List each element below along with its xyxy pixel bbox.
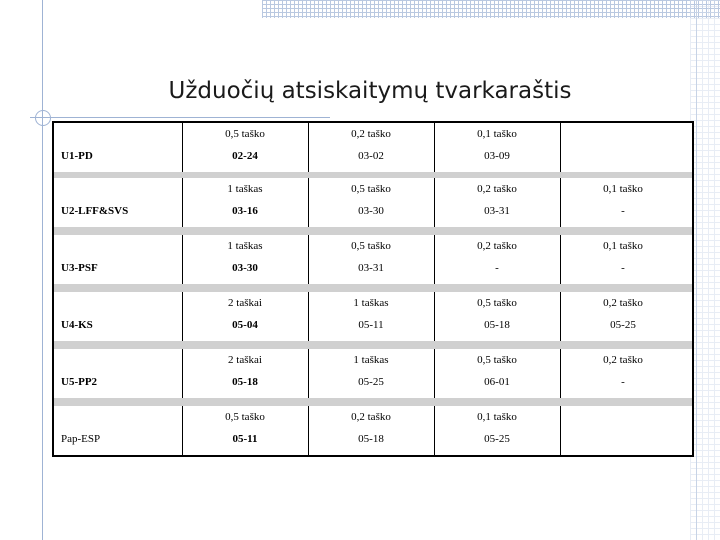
date-cell: - [621,205,625,217]
points-cell: 2 taškai [228,297,262,309]
points-cell: 0,1 taško [603,240,643,252]
points-cell: 0,5 taško [225,128,265,140]
decorative-grid-top [262,0,720,18]
date-cell: 05-25 [484,433,510,445]
points-cell: 0,2 taško [477,183,517,195]
values-area [182,349,692,398]
date-cell: 05-11 [232,433,258,445]
values-area [182,235,692,284]
points-cell: 0,1 taško [477,411,517,423]
points-cell: 1 taškas [353,354,389,366]
label-column [54,123,183,172]
points-cell: 0,2 taško [603,354,643,366]
schedule-section [54,123,692,172]
date-cell: 03-09 [484,150,510,162]
decorative-horizontal-line [30,117,330,118]
column-separator [560,123,561,172]
decorative-vertical-line-right [696,0,697,540]
date-cell: - [621,376,625,388]
schedule-table [52,121,694,457]
values-area [182,292,692,341]
date-cell: 05-11 [358,319,384,331]
label-column [54,349,183,398]
date-cell: - [621,262,625,274]
points-cell: 1 taškas [227,183,263,195]
points-cell: 1 taškas [227,240,263,252]
points-cell: 0,5 taško [477,354,517,366]
values-area [182,178,692,227]
points-cell: 1 taškas [353,297,389,309]
values-area [182,406,692,455]
label-column [54,178,183,227]
date-cell: 06-01 [484,376,510,388]
decorative-grid-right [690,0,720,540]
date-cell: 05-25 [358,376,384,388]
task-label: U5-PP2 [61,376,98,388]
section-separator [54,227,692,235]
schedule-section [54,235,692,284]
date-cell: 05-18 [484,319,510,331]
points-cell: 0,5 taško [225,411,265,423]
points-cell: 0,1 taško [477,128,517,140]
decorative-vertical-line [42,0,43,540]
section-separator [54,398,692,406]
date-cell: 05-18 [358,433,384,445]
date-cell: - [495,262,499,274]
schedule-section [54,406,692,455]
schedule-section [54,292,692,341]
points-cell: 0,2 taško [351,128,391,140]
task-label: U2-LFF&SVS [61,205,129,217]
points-cell: 2 taškai [228,354,262,366]
date-cell: 03-30 [358,205,384,217]
task-label: U3-PSF [61,262,98,274]
date-cell: 02-24 [232,150,258,162]
page-title: Užduočių atsiskaitymų tvarkaraštis [168,78,572,104]
points-cell: 0,2 taško [477,240,517,252]
date-cell: 03-31 [358,262,384,274]
date-cell: 03-30 [232,262,258,274]
column-separator [560,406,561,455]
date-cell: 03-31 [484,205,510,217]
points-cell: 0,5 taško [351,183,391,195]
section-separator [54,284,692,292]
label-column [54,406,183,455]
section-separator [54,341,692,349]
schedule-section [54,178,692,227]
label-column [54,235,183,284]
schedule-section [54,349,692,398]
values-area [182,123,692,172]
decorative-crosshair [35,110,51,126]
points-cell: 0,5 taško [351,240,391,252]
points-cell: 0,2 taško [603,297,643,309]
date-cell: 03-16 [232,205,258,217]
label-column [54,292,183,341]
points-cell: 0,1 taško [603,183,643,195]
date-cell: 05-18 [232,376,258,388]
points-cell: 0,5 taško [477,297,517,309]
date-cell: 05-04 [232,319,258,331]
task-label: Pap-ESP [61,433,101,445]
points-cell: 0,2 taško [351,411,391,423]
task-label: U4-KS [61,319,93,331]
task-label: U1-PD [61,150,93,162]
date-cell: 03-02 [358,150,384,162]
date-cell: 05-25 [610,319,636,331]
